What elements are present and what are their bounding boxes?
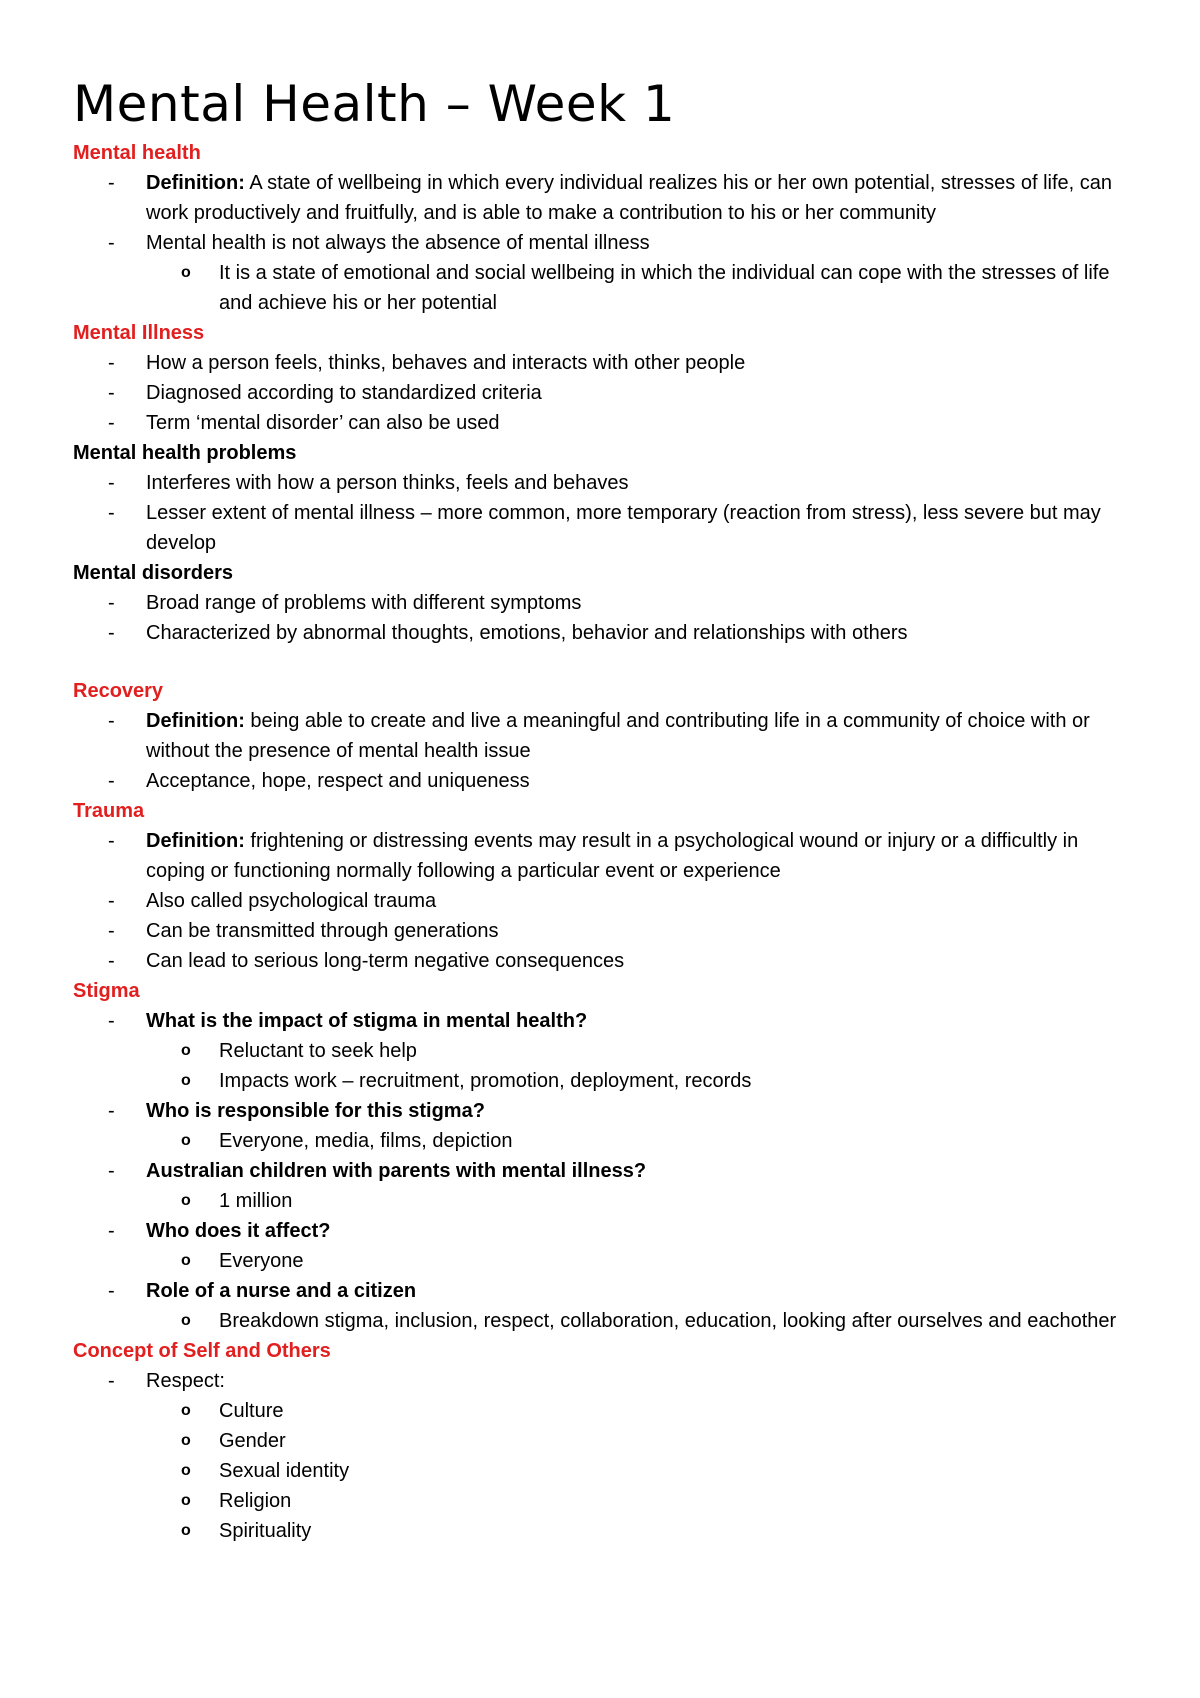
sub-item-text: Impacts work – recruitment, promotion, deployment, records (219, 1070, 752, 1092)
dash-bullet-icon: - (108, 172, 115, 194)
item-text: Diagnosed according to standardized criteria (146, 382, 542, 404)
section-heading: Recovery (73, 680, 164, 702)
circle-bullet-icon: o (181, 1132, 191, 1149)
section-heading: Mental health problems (73, 442, 297, 464)
item-bold-label: Definition: (146, 172, 245, 194)
item-bold-label: Definition: (146, 710, 245, 732)
item-text: Can lead to serious long-term negative consequences (146, 950, 625, 972)
dash-bullet-icon: - (108, 622, 115, 644)
item-text: being able to create and live a meaningful and contributing life in a community of choice with or without the presence of mental health issue (146, 710, 1090, 762)
item-text: Mental health is not always the absence of mental illness (146, 232, 650, 254)
sub-bullet-list (146, 1306, 1133, 1336)
list-item (73, 618, 1133, 648)
list-item (73, 408, 1133, 438)
sub-item-text: Reluctant to seek help (219, 1040, 417, 1062)
dash-bullet-icon: - (108, 770, 115, 792)
dash-bullet-icon: - (108, 1100, 115, 1122)
item-text: frightening or distressing events may result in a psychological wound or injury or a difficultly in coping or functioning normally following a particular event or experience (146, 830, 1079, 882)
dash-bullet-icon: - (108, 1220, 115, 1242)
dash-bullet-icon: - (108, 890, 115, 912)
sub-bullet-list (146, 258, 1133, 318)
sub-item-text: Everyone (219, 1250, 304, 1272)
item-text: A state of wellbeing in which every individual realizes his or her own potential, stresses of life, can work productively and fruitfully, and is able to make a contribution to his or her community (146, 172, 1112, 224)
circle-bullet-icon: o (181, 1042, 191, 1059)
section-heading: Mental health (73, 142, 201, 164)
list-item (73, 1276, 1133, 1336)
sub-item-text: It is a state of emotional and social wellbeing in which the individual can cope with the stresses of life and achieve his or her potential (219, 262, 1110, 314)
sub-list-item (146, 1456, 1133, 1486)
item-text: Broad range of problems with different symptoms (146, 592, 582, 614)
dash-bullet-icon: - (108, 710, 115, 732)
item-text: How a person feels, thinks, behaves and interacts with other people (146, 352, 746, 374)
list-item (73, 1006, 1133, 1096)
sub-item-text: Gender (219, 1430, 286, 1452)
sub-item-text: Culture (219, 1400, 284, 1422)
section-heading: Stigma (73, 980, 140, 1002)
sub-list-item (146, 1486, 1133, 1516)
section-heading: Trauma (73, 800, 145, 822)
item-text: Also called psychological trauma (146, 890, 437, 912)
item-text: Interferes with how a person thinks, feels and behaves (146, 472, 629, 494)
list-item (73, 886, 1133, 916)
dash-bullet-icon: - (108, 472, 115, 494)
dash-bullet-icon: - (108, 352, 115, 374)
sub-list-item (146, 1516, 1133, 1546)
dash-bullet-icon: - (108, 830, 115, 852)
item-bold-label: Definition: (146, 830, 245, 852)
list-item (73, 1216, 1133, 1276)
dash-bullet-icon: - (108, 1010, 115, 1032)
dash-bullet-icon: - (108, 1160, 115, 1182)
list-item (73, 916, 1133, 946)
circle-bullet-icon: o (181, 1072, 191, 1089)
list-item (73, 228, 1133, 318)
list-item (73, 766, 1133, 796)
bullet-list (73, 1006, 1133, 1336)
list-item (73, 1366, 1133, 1546)
sub-list-item (146, 1306, 1133, 1336)
bullet-list (73, 348, 1133, 438)
dash-bullet-icon: - (108, 920, 115, 942)
dash-bullet-icon: - (108, 502, 115, 524)
list-item (73, 706, 1133, 766)
sub-list-item (146, 1036, 1133, 1066)
circle-bullet-icon: o (181, 1432, 191, 1449)
dash-bullet-icon: - (108, 232, 115, 254)
item-bold-label: Role of a nurse and a citizen (146, 1280, 417, 1302)
bullet-list (73, 468, 1133, 558)
circle-bullet-icon: o (181, 1492, 191, 1509)
list-item (73, 468, 1133, 498)
dash-bullet-icon: - (108, 382, 115, 404)
list-item (73, 498, 1133, 558)
bullet-list (73, 706, 1133, 796)
item-text: Term ‘mental disorder’ can also be used (146, 412, 500, 434)
sub-item-text: Everyone, media, films, depiction (219, 1130, 513, 1152)
section-spacer (73, 648, 1133, 676)
sub-list-item (146, 1126, 1133, 1156)
list-item (73, 1156, 1133, 1216)
sub-item-text: Breakdown stigma, inclusion, respect, collaboration, education, looking after ourselves and eachother (219, 1310, 1117, 1332)
sub-item-text: 1 million (219, 1190, 293, 1212)
sub-list-item (146, 1426, 1133, 1456)
sub-bullet-list (146, 1246, 1133, 1276)
sub-bullet-list (146, 1036, 1133, 1096)
dash-bullet-icon: - (108, 412, 115, 434)
list-item (73, 1096, 1133, 1156)
list-item (73, 378, 1133, 408)
item-text: Respect: (146, 1370, 225, 1392)
item-text: Can be transmitted through generations (146, 920, 499, 942)
sub-item-text: Religion (219, 1490, 292, 1512)
sub-bullet-list (146, 1126, 1133, 1156)
list-item (73, 826, 1133, 886)
item-bold-label: Who is responsible for this stigma? (146, 1100, 485, 1122)
bullet-list (73, 168, 1133, 318)
sub-item-text: Spirituality (219, 1520, 312, 1542)
item-bold-label: Australian children with parents with mental illness? (146, 1160, 647, 1182)
sub-list-item (146, 1186, 1133, 1216)
item-bold-label: What is the impact of stigma in mental health? (146, 1010, 588, 1032)
sub-list-item (146, 1396, 1133, 1426)
section-heading: Mental Illness (73, 322, 205, 344)
item-text: Acceptance, hope, respect and uniqueness (146, 770, 530, 792)
sub-bullet-list (146, 1186, 1133, 1216)
sub-list-item (146, 1066, 1133, 1096)
circle-bullet-icon: o (181, 1192, 191, 1209)
list-item (73, 168, 1133, 228)
circle-bullet-icon: o (181, 1312, 191, 1329)
dash-bullet-icon: - (108, 592, 115, 614)
bullet-list (73, 826, 1133, 976)
circle-bullet-icon: o (181, 264, 191, 281)
circle-bullet-icon: o (181, 1522, 191, 1539)
bullet-list (73, 588, 1133, 648)
sub-bullet-list (146, 1396, 1133, 1546)
dash-bullet-icon: - (108, 950, 115, 972)
bullet-list (73, 1366, 1133, 1546)
item-text: Characterized by abnormal thoughts, emotions, behavior and relationships with others (146, 622, 908, 644)
sub-list-item (146, 258, 1133, 318)
sub-item-text: Sexual identity (219, 1460, 350, 1482)
dash-bullet-icon: - (108, 1370, 115, 1392)
document-title: Mental Health – Week 1 (73, 75, 676, 133)
circle-bullet-icon: o (181, 1252, 191, 1269)
sub-list-item (146, 1246, 1133, 1276)
document-page (73, 72, 1133, 1546)
item-text: Lesser extent of mental illness – more common, more temporary (reaction from stress), less severe but may develop (146, 502, 1101, 554)
dash-bullet-icon: - (108, 1280, 115, 1302)
item-bold-label: Who does it affect? (146, 1220, 331, 1242)
section-heading: Concept of Self and Others (73, 1340, 331, 1362)
section-heading: Mental disorders (73, 562, 234, 584)
list-item (73, 946, 1133, 976)
circle-bullet-icon: o (181, 1462, 191, 1479)
list-item (73, 348, 1133, 378)
document-body (73, 138, 1133, 1546)
circle-bullet-icon: o (181, 1402, 191, 1419)
list-item (73, 588, 1133, 618)
